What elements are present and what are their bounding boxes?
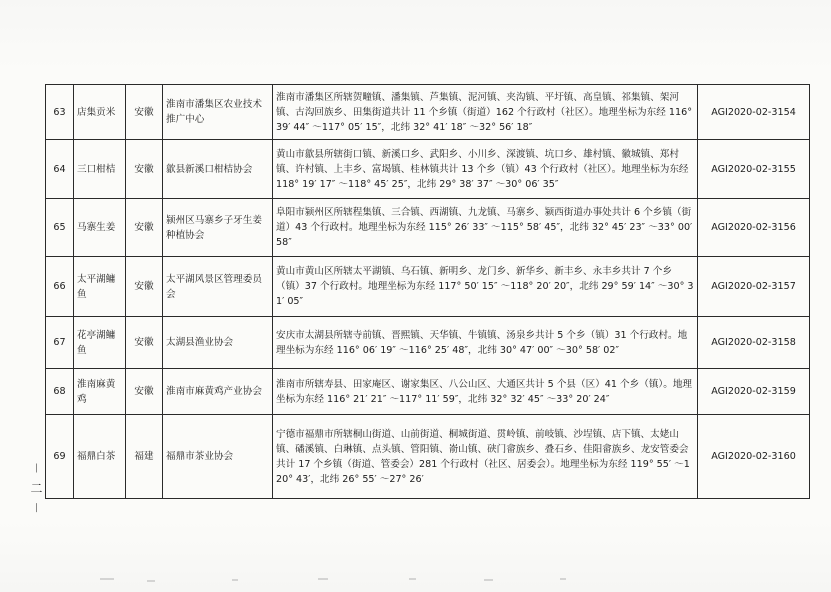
protection-scope: 阜阳市颍州区所辖程集镇、三合镇、西湖镇、九龙镇、马寨乡、颍西街道办事处共计 6 个乡镇（街道）43 个行政村。地理坐标为东经 115° 26′ 33″ ～115° 58′ 45″，北纬 32° 45′ 23″ ～33° 00′ 58″ — [273, 199, 698, 257]
registration-code: AGI2020-02-3159 — [698, 369, 810, 415]
registration-code: AGI2020-02-3157 — [698, 257, 810, 317]
row-number: 63 — [46, 85, 74, 140]
applicant: 颍州区马寨乡子牙生姜种植协会 — [163, 199, 273, 257]
protection-scope: 安庆市太湖县所辖寺前镇、晋熙镇、天华镇、牛镇镇、汤泉乡共计 5 个乡（镇）31 个行政村。地理坐标为东经 116° 06′ 19″ ～116° 25′ 48″，北纬 30° 47′ 00″ ～30° 58′ 02″ — [273, 317, 698, 369]
applicant: 淮南市潘集区农业技术推广中心 — [163, 85, 273, 140]
applicant: 歙县新溪口柑桔协会 — [163, 140, 273, 199]
row-number: 67 — [46, 317, 74, 369]
row-number: 65 — [46, 199, 74, 257]
province: 安徽 — [126, 317, 163, 369]
province: 安徽 — [126, 85, 163, 140]
province: 安徽 — [126, 199, 163, 257]
registration-code: AGI2020-02-3154 — [698, 85, 810, 140]
page-number: － 二 － — [29, 462, 43, 516]
applicant: 太平湖风景区管理委员会 — [163, 257, 273, 317]
province: 安徽 — [126, 257, 163, 317]
product-name: 店集贡米 — [74, 85, 126, 140]
registration-code: AGI2020-02-3156 — [698, 199, 810, 257]
product-name: 三口柑桔 — [74, 140, 126, 199]
province: 福建 — [126, 415, 163, 499]
row-number: 66 — [46, 257, 74, 317]
applicant: 福鼎市茶业协会 — [163, 415, 273, 499]
province: 安徽 — [126, 140, 163, 199]
registration-code: AGI2020-02-3158 — [698, 317, 810, 369]
registration-code: AGI2020-02-3155 — [698, 140, 810, 199]
protection-scope: 宁德市福鼎市所辖桐山街道、山前街道、桐城街道、贯岭镇、前岐镇、沙埕镇、店下镇、太姥山镇、磻溪镇、白琳镇、点头镇、管阳镇、嵛山镇、硖门畲族乡、叠石乡、佳阳畲族乡、龙安管委会共计 17 个乡镇（街道、管委会）281 个行政村（社区、居委会）。地理坐标为东经 119° 55′ ～120° 43′，北纬 26° 55′ ～27° 26′ — [273, 415, 698, 499]
protection-scope: 淮南市潘集区所辖贺疃镇、潘集镇、芦集镇、泥河镇、夹沟镇、平圩镇、高皇镇、祁集镇、架河镇、古沟回族乡、田集街道共计 11 个乡镇（街道）162 个行政村（社区）。地理坐标为东经 116° 39′ 44″ ～117° 05′ 15″，北纬 32° 41′ 18″ ～32° 56′ 18″ — [273, 85, 698, 140]
protection-scope: 黄山市黄山区所辖太平湖镇、乌石镇、新明乡、龙门乡、新华乡、新丰乡、永丰乡共计 7 个乡（镇）37 个行政村。地理坐标为东经 117° 50′ 15″ ～118° 20′ 20″，北纬 29° 59′ 14″ ～30° 31′ 05″ — [273, 257, 698, 317]
applicant: 太湖县渔业协会 — [163, 317, 273, 369]
product-name: 花亭湖鳙鱼 — [74, 317, 126, 369]
row-number: 64 — [46, 140, 74, 199]
row-number: 69 — [46, 415, 74, 499]
registration-code: AGI2020-02-3160 — [698, 415, 810, 499]
protection-scope: 淮南市所辖寿县、田家庵区、谢家集区、八公山区、大通区共计 5 个县（区）41 个乡（镇）。地理坐标为东经 116° 21′ 21″ ～117° 11′ 59″，北纬 32° 32′ 45″ ～33° 20′ 24″ — [273, 369, 698, 415]
protection-scope: 黄山市歙县所辖街口镇、新溪口乡、武阳乡、小川乡、深渡镇、坑口乡、雄村镇、徽城镇、郑村镇、许村镇、上丰乡、富堨镇、桂林镇共计 13 个乡（镇）43 个行政村（社区）。地理坐标为东经 118° 19′ 17″ ～118° 45′ 25″，北纬 29° 38′ 37″ ～30° 06′ 35″ — [273, 140, 698, 199]
province: 安徽 — [126, 369, 163, 415]
product-name: 福鼎白茶 — [74, 415, 126, 499]
product-name: 淮南麻黄鸡 — [74, 369, 126, 415]
applicant: 淮南市麻黄鸡产业协会 — [163, 369, 273, 415]
row-number: 68 — [46, 369, 74, 415]
product-name: 太平湖鳙鱼 — [74, 257, 126, 317]
product-name: 马寨生姜 — [74, 199, 126, 257]
